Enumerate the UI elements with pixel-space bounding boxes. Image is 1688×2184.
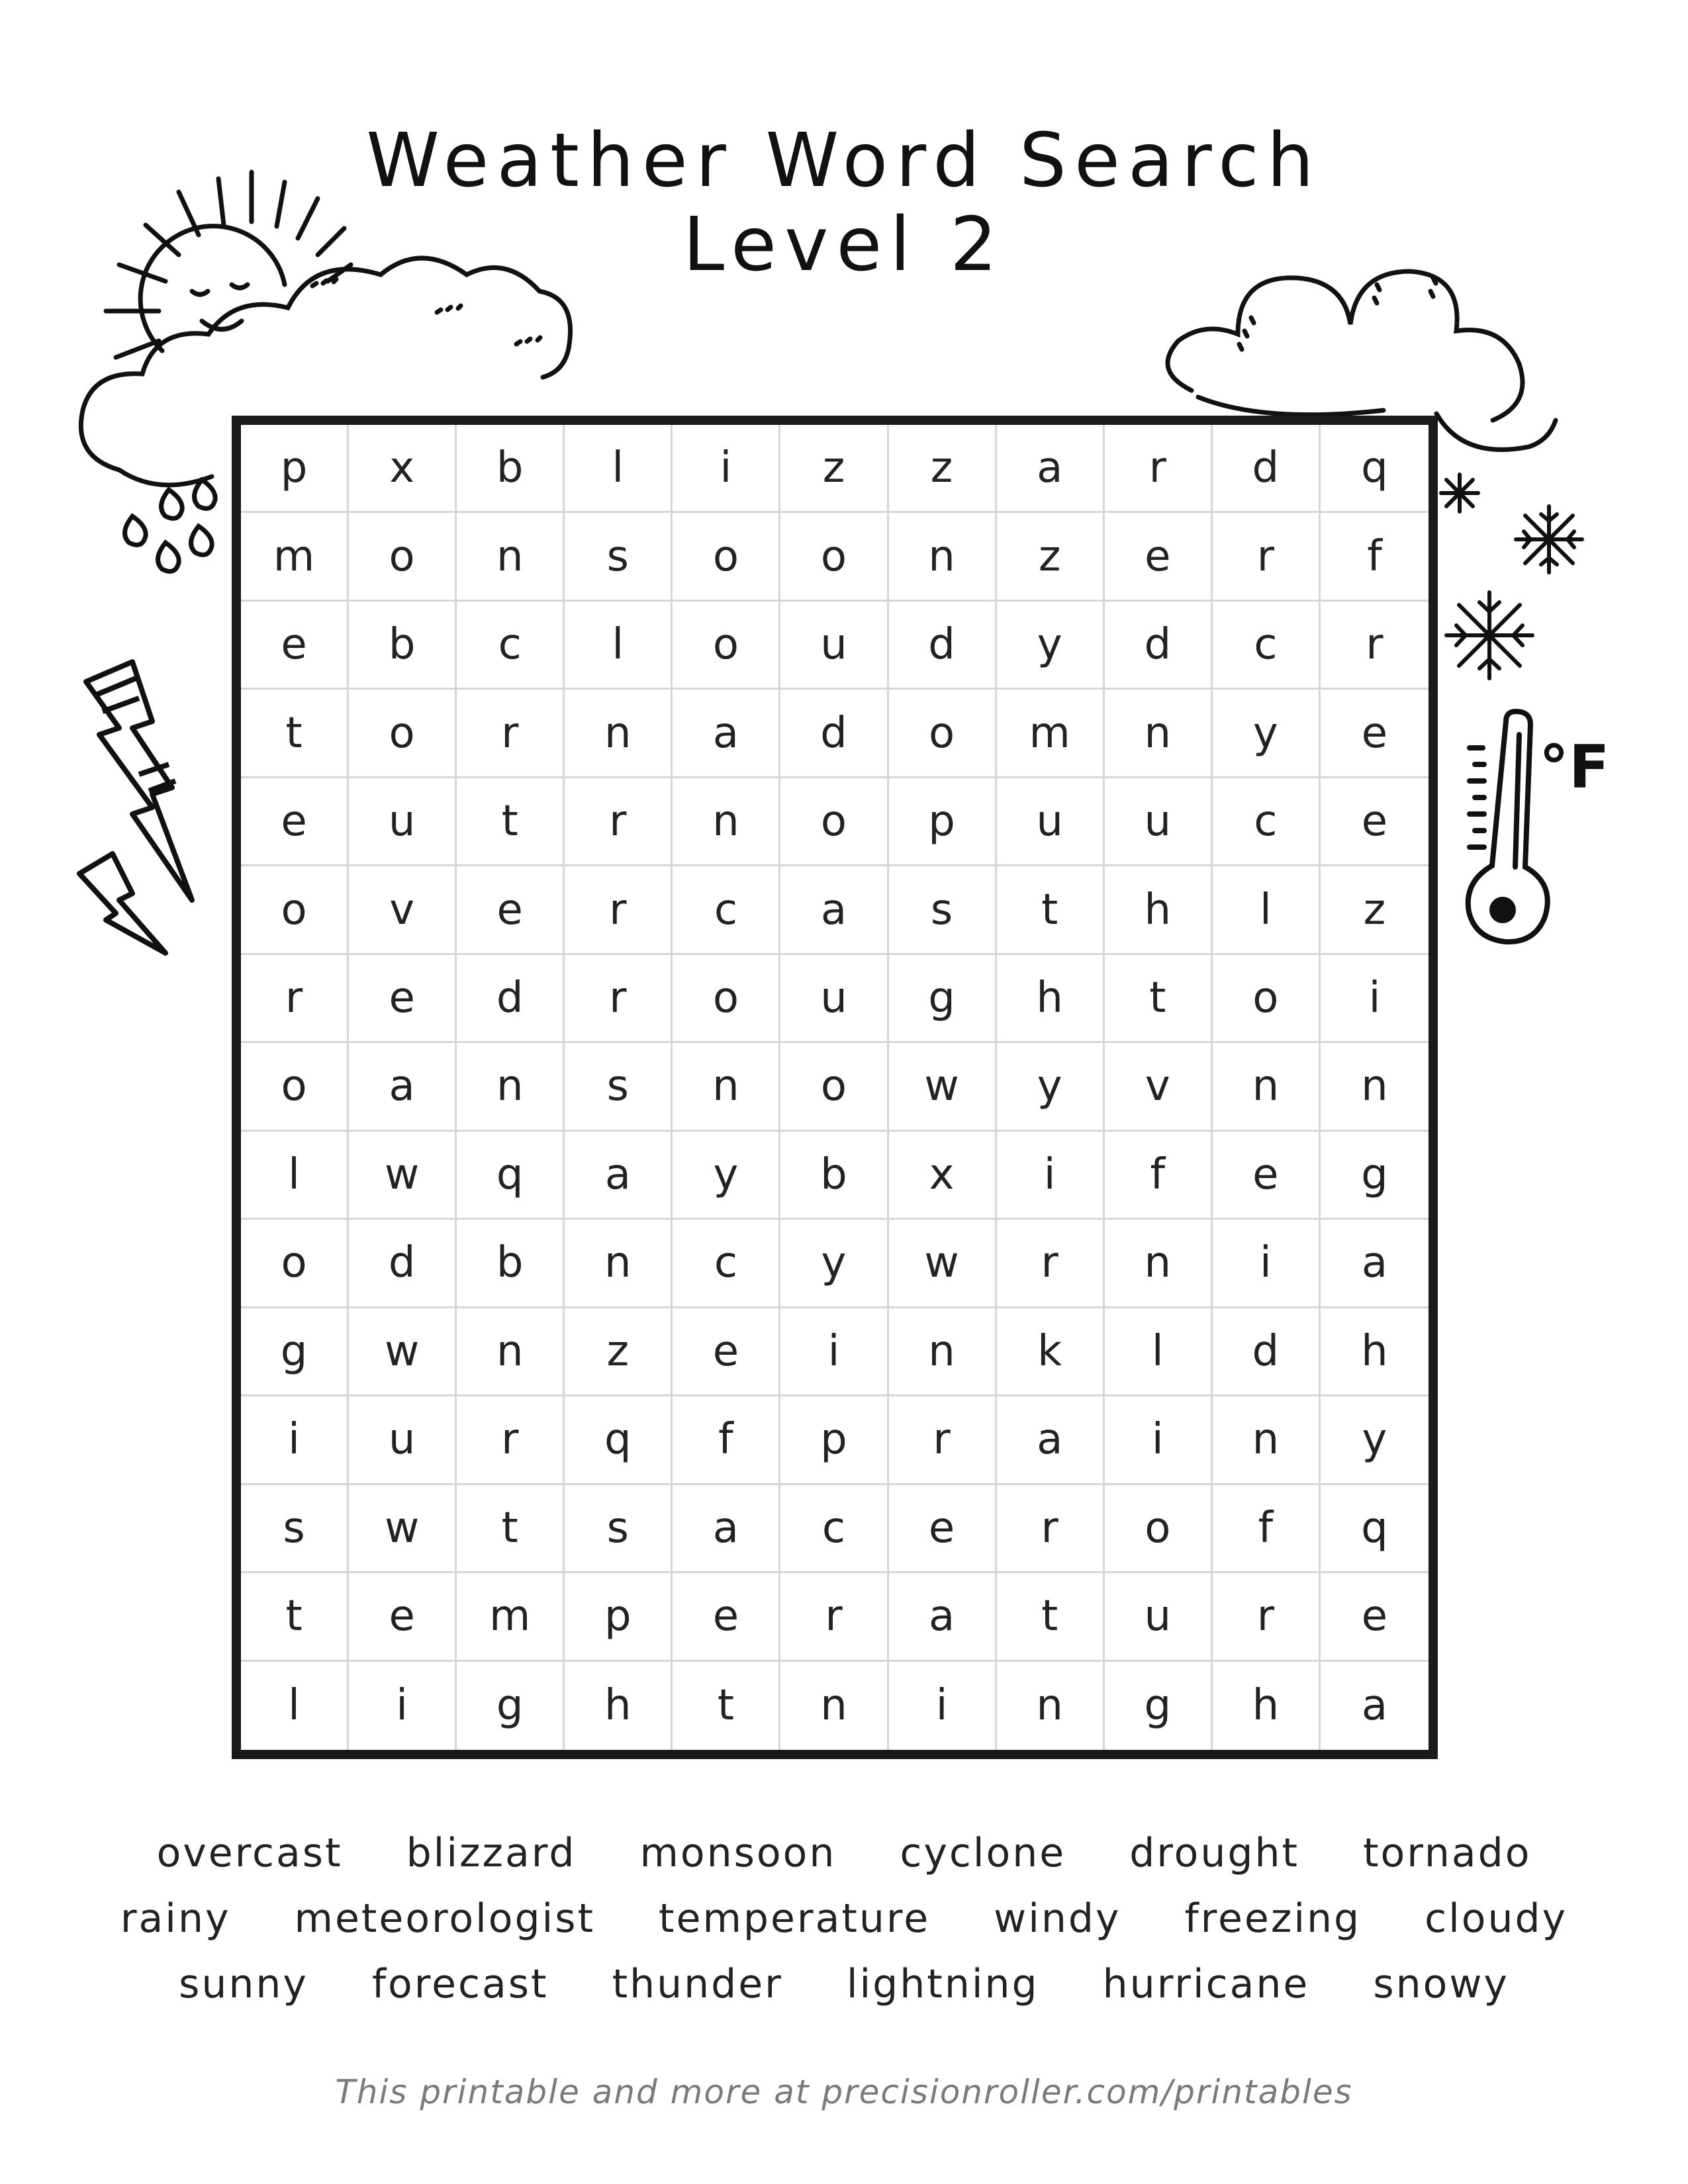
grid-cell[interactable]: y: [1213, 690, 1321, 778]
grid-cell[interactable]: n: [457, 1308, 565, 1396]
grid-cell[interactable]: r: [565, 866, 673, 954]
grid-cell[interactable]: n: [457, 513, 565, 601]
grid-cell[interactable]: e: [241, 602, 349, 690]
grid-cell[interactable]: l: [241, 1132, 349, 1220]
grid-cell[interactable]: l: [241, 1662, 349, 1750]
grid-cell[interactable]: t: [997, 1573, 1105, 1661]
grid-cell[interactable]: o: [673, 955, 780, 1043]
grid-cell[interactable]: r: [1213, 1573, 1321, 1661]
grid-cell[interactable]: p: [780, 1396, 888, 1484]
word-list-item: hurricane: [1102, 1961, 1310, 2007]
word-list-item: blizzard: [406, 1830, 577, 1876]
word-list-item: thunder: [612, 1961, 783, 2007]
grid-cell[interactable]: w: [349, 1308, 457, 1396]
grid-cell[interactable]: r: [241, 955, 349, 1043]
word-list-item: overcast: [156, 1830, 343, 1876]
grid-cell[interactable]: o: [1105, 1485, 1213, 1573]
grid-cell[interactable]: d: [889, 602, 997, 690]
grid-cell[interactable]: i: [1321, 955, 1429, 1043]
lightning-icon: [66, 655, 225, 960]
word-list-item: monsoon: [639, 1830, 837, 1876]
word-list-row: [0, 1830, 1688, 1876]
grid-cell[interactable]: c: [780, 1485, 888, 1573]
grid-cell[interactable]: n: [1105, 1220, 1213, 1308]
grid-cell[interactable]: u: [349, 778, 457, 866]
grid-cell[interactable]: y: [673, 1132, 780, 1220]
grid-cell[interactable]: o: [780, 778, 888, 866]
grid-cell[interactable]: b: [349, 602, 457, 690]
grid-cell[interactable]: h: [1213, 1662, 1321, 1750]
grid-cell[interactable]: g: [889, 955, 997, 1043]
grid-cell[interactable]: e: [673, 1573, 780, 1661]
word-list-item: lightning: [846, 1961, 1039, 2007]
word-search-grid: [232, 416, 1438, 1759]
grid-cell[interactable]: r: [565, 955, 673, 1043]
grid-cell[interactable]: r: [457, 1396, 565, 1484]
grid-cell[interactable]: m: [241, 513, 349, 601]
grid-cell[interactable]: g: [1105, 1662, 1213, 1750]
grid-cell[interactable]: e: [349, 1573, 457, 1661]
grid-cell[interactable]: s: [565, 1043, 673, 1131]
grid-cell[interactable]: k: [997, 1308, 1105, 1396]
grid-cell[interactable]: a: [1321, 1220, 1429, 1308]
grid-cell[interactable]: n: [1213, 1396, 1321, 1484]
grid-cell[interactable]: n: [1105, 690, 1213, 778]
word-list-item: snowy: [1373, 1961, 1509, 2007]
grid-cell[interactable]: t: [457, 1485, 565, 1573]
grid-cell[interactable]: l: [565, 602, 673, 690]
grid-cell[interactable]: y: [997, 602, 1105, 690]
grid-cell[interactable]: e: [349, 955, 457, 1043]
grid-cell[interactable]: e: [1105, 513, 1213, 601]
word-list-item: sunny: [179, 1961, 308, 2007]
grid-cell[interactable]: t: [1105, 955, 1213, 1043]
grid-cell[interactable]: z: [889, 425, 997, 513]
grid-cell[interactable]: i: [889, 1662, 997, 1750]
grid-cell[interactable]: b: [780, 1132, 888, 1220]
snowflake-icon: [1436, 463, 1595, 688]
word-list-item: tornado: [1363, 1830, 1532, 1876]
grid-cell[interactable]: i: [349, 1662, 457, 1750]
grid-cell[interactable]: c: [673, 1220, 780, 1308]
grid-cell[interactable]: t: [673, 1662, 780, 1750]
word-list-item: meteorologist: [294, 1895, 596, 1942]
grid-cell[interactable]: o: [241, 1043, 349, 1131]
grid-cell[interactable]: t: [241, 1573, 349, 1661]
word-list-item: cyclone: [900, 1830, 1066, 1876]
grid-cell[interactable]: a: [565, 1132, 673, 1220]
grid-cell[interactable]: m: [997, 690, 1105, 778]
grid-cell[interactable]: c: [457, 602, 565, 690]
grid-cell[interactable]: b: [457, 1220, 565, 1308]
grid-cell[interactable]: r: [889, 1396, 997, 1484]
grid-cell[interactable]: l: [1213, 866, 1321, 954]
word-list-row: [0, 1961, 1688, 2007]
grid-cell[interactable]: a: [780, 866, 888, 954]
grid-cell[interactable]: u: [780, 602, 888, 690]
grid-cell[interactable]: c: [673, 866, 780, 954]
grid-cell[interactable]: e: [673, 1308, 780, 1396]
word-list-item: rainy: [120, 1895, 231, 1942]
grid-cell[interactable]: b: [457, 425, 565, 513]
grid-cell[interactable]: y: [1321, 1396, 1429, 1484]
grid-cell[interactable]: q: [1321, 425, 1429, 513]
grid-cell[interactable]: g: [241, 1308, 349, 1396]
grid-cell[interactable]: i: [1213, 1220, 1321, 1308]
grid-cell[interactable]: f: [1321, 513, 1429, 601]
grid-cell[interactable]: y: [997, 1043, 1105, 1131]
page-subtitle: Level 2: [682, 202, 1006, 288]
grid-cell[interactable]: a: [889, 1573, 997, 1661]
grid-cell[interactable]: o: [889, 690, 997, 778]
grid-cell[interactable]: o: [1213, 955, 1321, 1043]
thermometer-icon: [1443, 708, 1615, 946]
grid-cell[interactable]: p: [889, 778, 997, 866]
grid-cell[interactable]: i: [780, 1308, 888, 1396]
grid-cell[interactable]: e: [889, 1485, 997, 1573]
grid-cell[interactable]: q: [457, 1132, 565, 1220]
grid-cell[interactable]: q: [565, 1396, 673, 1484]
word-list-item: cloudy: [1425, 1895, 1568, 1942]
grid-cell[interactable]: w: [349, 1485, 457, 1573]
grid-cell[interactable]: d: [349, 1220, 457, 1308]
grid-cell[interactable]: u: [780, 955, 888, 1043]
grid-cell[interactable]: y: [780, 1220, 888, 1308]
grid-cell[interactable]: f: [1213, 1485, 1321, 1573]
grid-cell[interactable]: o: [349, 513, 457, 601]
grid-cell[interactable]: c: [1213, 602, 1321, 690]
grid-cell[interactable]: n: [565, 690, 673, 778]
grid-cell[interactable]: i: [1105, 1396, 1213, 1484]
grid-cell[interactable]: e: [1321, 1573, 1429, 1661]
grid-cell[interactable]: f: [673, 1396, 780, 1484]
grid-cell[interactable]: t: [997, 866, 1105, 954]
grid-cell[interactable]: e: [1213, 1132, 1321, 1220]
grid-cell[interactable]: i: [673, 425, 780, 513]
grid-cell[interactable]: n: [673, 778, 780, 866]
grid-cell[interactable]: u: [1105, 778, 1213, 866]
footer-credit: This printable and more at precisionroller.com/printables: [335, 2073, 1353, 2111]
grid-cell[interactable]: d: [780, 690, 888, 778]
grid-cell[interactable]: d: [1213, 425, 1321, 513]
grid-cell[interactable]: w: [349, 1132, 457, 1220]
word-list-item: forecast: [371, 1961, 549, 2007]
grid-cell[interactable]: u: [349, 1396, 457, 1484]
grid-cell[interactable]: d: [457, 955, 565, 1043]
grid-cell[interactable]: v: [349, 866, 457, 954]
grid-cell[interactable]: w: [889, 1220, 997, 1308]
grid-cell[interactable]: z: [1321, 866, 1429, 954]
grid-cell[interactable]: r: [997, 1220, 1105, 1308]
grid-cell[interactable]: a: [1361, 1681, 1388, 1731]
grid-cell[interactable]: o: [241, 1220, 349, 1308]
grid-cell[interactable]: e: [1321, 690, 1429, 778]
grid-cell[interactable]: z: [565, 1308, 673, 1396]
grid-cell[interactable]: u: [1105, 1573, 1213, 1661]
grid-cell[interactable]: o: [349, 690, 457, 778]
grid-cell[interactable]: n: [1321, 1043, 1429, 1131]
grid-cell[interactable]: r: [565, 778, 673, 866]
grid-cell[interactable]: n: [457, 1043, 565, 1131]
grid-cell[interactable]: n: [780, 1662, 888, 1750]
grid-cell[interactable]: h: [1105, 866, 1213, 954]
grid-cell[interactable]: n: [997, 1662, 1105, 1750]
grid-cell[interactable]: z: [780, 425, 888, 513]
page-title: Weather Word Search: [366, 118, 1322, 204]
grid-cell[interactable]: s: [889, 866, 997, 954]
grid-cell[interactable]: f: [1105, 1132, 1213, 1220]
grid-cell[interactable]: n: [889, 513, 997, 601]
grid-cell[interactable]: l: [1105, 1308, 1213, 1396]
thermometer-unit-label: °F: [1539, 733, 1610, 802]
grid-cell[interactable]: d: [1105, 602, 1213, 690]
grid-cell[interactable]: q: [1321, 1485, 1429, 1573]
grid-cell[interactable]: x: [349, 425, 457, 513]
grid-cell[interactable]: p: [241, 425, 349, 513]
grid-cell[interactable]: h: [997, 955, 1105, 1043]
grid-cell[interactable]: i: [241, 1396, 349, 1484]
grid-cell[interactable]: n: [889, 1308, 997, 1396]
grid-cell[interactable]: o: [241, 866, 349, 954]
grid-cell[interactable]: e: [457, 866, 565, 954]
grid-cell[interactable]: r: [1321, 602, 1429, 690]
grid-cell[interactable]: g: [1321, 1132, 1429, 1220]
grid-cell[interactable]: a: [673, 690, 780, 778]
grid-cell[interactable]: s: [241, 1485, 349, 1573]
grid-cell[interactable]: o: [780, 513, 888, 601]
grid-cell[interactable]: p: [565, 1573, 673, 1661]
grid-cell[interactable]: u: [997, 778, 1105, 866]
word-list-item: freezing: [1184, 1895, 1362, 1942]
grid-cell[interactable]: r: [780, 1573, 888, 1661]
grid-cell[interactable]: e: [1321, 778, 1429, 866]
grid-cell[interactable]: r: [1213, 513, 1321, 601]
word-list-row: [0, 1895, 1688, 1942]
grid-cell[interactable]: o: [673, 513, 780, 601]
grid-cell[interactable]: i: [997, 1132, 1105, 1220]
grid-cell[interactable]: a: [997, 425, 1105, 513]
grid-cell[interactable]: a: [349, 1043, 457, 1131]
grid-cell[interactable]: r: [997, 1485, 1105, 1573]
grid-cell[interactable]: h: [1321, 1308, 1429, 1396]
grid-cell[interactable]: s: [565, 513, 673, 601]
grid-cell[interactable]: t: [241, 690, 349, 778]
word-list-item: drought: [1129, 1830, 1299, 1876]
grid-cell[interactable]: l: [565, 425, 673, 513]
grid-cell[interactable]: x: [889, 1132, 997, 1220]
grid-cell[interactable]: c: [1213, 778, 1321, 866]
grid-cell[interactable]: n: [1213, 1043, 1321, 1131]
grid-cell[interactable]: d: [1213, 1308, 1321, 1396]
grid-cell[interactable]: g: [457, 1662, 565, 1750]
grid-cell[interactable]: a: [673, 1485, 780, 1573]
grid-cell[interactable]: o: [780, 1043, 888, 1131]
grid-cell[interactable]: z: [997, 513, 1105, 601]
grid-cell[interactable]: h: [565, 1662, 673, 1750]
grid-cell[interactable]: o: [673, 602, 780, 690]
grid-cell[interactable]: e: [241, 778, 349, 866]
grid-cell[interactable]: t: [457, 778, 565, 866]
grid-cell[interactable]: m: [457, 1573, 565, 1661]
grid-cell[interactable]: n: [565, 1220, 673, 1308]
grid-cell[interactable]: s: [565, 1485, 673, 1573]
word-list-item: windy: [994, 1895, 1121, 1942]
grid-cell[interactable]: v: [1105, 1043, 1213, 1131]
grid-cell[interactable]: r: [457, 690, 565, 778]
grid-cell[interactable]: n: [673, 1043, 780, 1131]
grid-cell[interactable]: a: [997, 1396, 1105, 1484]
grid-cell[interactable]: r: [1105, 425, 1213, 513]
word-list-item: temperature: [659, 1895, 931, 1942]
grid-cell[interactable]: w: [889, 1043, 997, 1131]
